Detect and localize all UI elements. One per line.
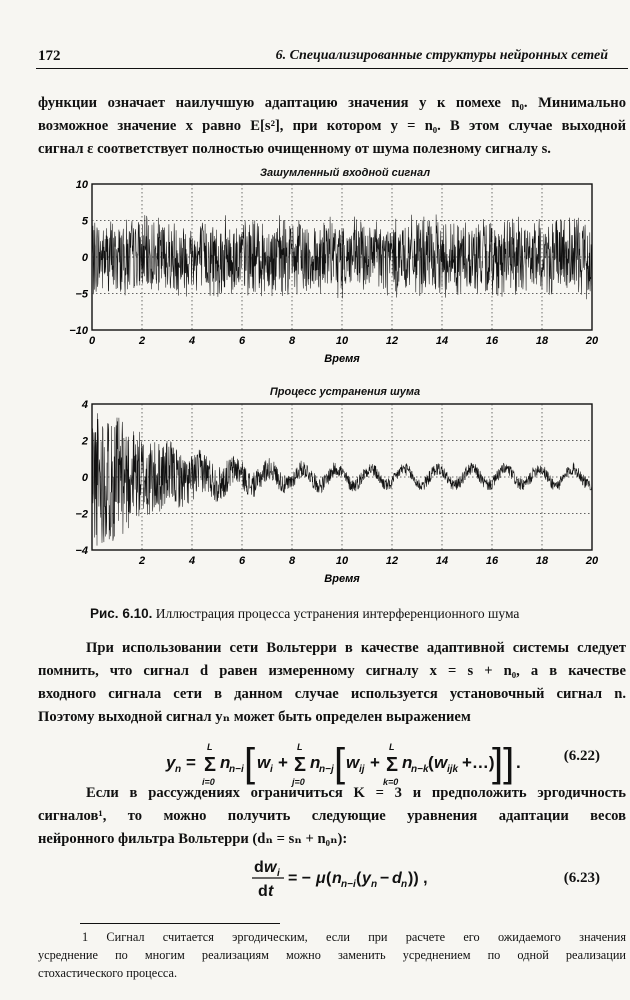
page-number: 172 <box>38 48 61 64</box>
running-title: 6. Специализированные структуры нейронных сетей <box>275 48 608 63</box>
x-tick-label: 10 <box>335 555 349 567</box>
chart-denoising-process <box>60 398 610 594</box>
svg-text:(: ( <box>356 870 362 887</box>
equation-number-6-23: (6.23) <box>563 870 600 886</box>
svg-text:w: w <box>257 753 271 772</box>
svg-text:n: n <box>310 753 321 772</box>
svg-text:i: i <box>277 868 280 879</box>
text-line: нейронного фильтра Вольтерри (dₙ = sₙ + n₀ₙ): <box>38 831 348 847</box>
y-tick-label: −5 <box>75 288 88 301</box>
paragraph-ergodic <box>38 782 626 851</box>
svg-text:n−k: n−k <box>411 764 429 775</box>
x-tick-label: 16 <box>485 555 499 567</box>
x-tick-label: 16 <box>485 335 499 347</box>
svg-text:ij: ij <box>359 764 365 775</box>
svg-text:Σ: Σ <box>204 754 217 776</box>
x-tick-label: 2 <box>138 335 146 347</box>
svg-text:n−i: n−i <box>229 764 244 775</box>
caption-text: Иллюстрация процесса устранения интерференционного шума <box>155 606 520 621</box>
svg-text:]]: ]] <box>492 741 515 785</box>
svg-text:Σ: Σ <box>294 754 307 776</box>
x-tick-label: 12 <box>385 335 399 347</box>
svg-text:t: t <box>268 883 274 900</box>
x-tick-label: 20 <box>585 555 599 567</box>
svg-text:i: i <box>270 764 273 775</box>
text-line: возможное значение x равно E[s²], при котором y = n₀. В этом случае выходной <box>38 118 626 134</box>
footnote-rule <box>80 923 280 924</box>
svg-text:k=0: k=0 <box>383 777 399 787</box>
signal-line <box>92 215 592 300</box>
x-tick-label: 2 <box>138 555 146 567</box>
paragraph-volterra <box>38 637 626 729</box>
svg-text:L: L <box>297 742 303 752</box>
x-tick-label: 20 <box>585 335 599 347</box>
svg-text:.: . <box>516 753 521 772</box>
x-tick-label: 6 <box>238 335 246 347</box>
svg-text:d: d <box>254 859 264 876</box>
footnote-line: 1 Сигнал считается эргодическим, если при расчете его ожидаемого значения <box>82 930 626 944</box>
y-tick-label: −10 <box>69 325 88 337</box>
x-tick-label: 18 <box>535 555 549 567</box>
y-tick-label: 10 <box>75 179 88 191</box>
svg-text:d: d <box>258 883 268 900</box>
text-line: сигнал ε соответствует полностью очищенному от шума полезному сигналу s. <box>38 141 551 157</box>
svg-text:n: n <box>175 764 182 775</box>
x-tick-label: 12 <box>385 555 399 567</box>
svg-text:=: = <box>186 753 196 772</box>
svg-text:ijk: ijk <box>447 764 459 775</box>
svg-text:)) ,: )) , <box>408 870 428 887</box>
y-tick-label: −2 <box>75 508 88 521</box>
svg-text:−: − <box>380 870 390 887</box>
text-line: Поэтому выходной сигнал yₙ может быть определен выражением <box>38 709 471 725</box>
chart-title-denoise: Процесс устранения шума <box>269 386 421 398</box>
text-line: сигналов¹, то можно получить следующие уравнения адаптации весов <box>38 808 626 824</box>
svg-text:L: L <box>389 742 395 752</box>
svg-text:n: n <box>220 753 231 772</box>
svg-text:n−j: n−j <box>319 764 334 775</box>
x-tick-label: 4 <box>188 555 196 567</box>
footnote-line: стохастического процесса. <box>38 966 178 980</box>
svg-text:μ: μ <box>316 870 326 887</box>
paragraph-intro <box>38 92 626 161</box>
svg-text:Σ: Σ <box>386 754 399 776</box>
svg-text:n: n <box>402 753 413 772</box>
text-line: Если в рассуждениях ограничиться K = 3 и предположить эргодичность <box>86 785 626 801</box>
chart-title-noisy: Зашумленный входной сигнал <box>259 167 431 179</box>
text-line: входного сигнала сети в данном случае используется установочный сигнал n. <box>38 686 626 702</box>
y-tick-label: 0 <box>81 252 88 264</box>
svg-text:w: w <box>346 753 360 772</box>
text-line: помнить, что сигнал d равен измеренному сигналу x = s + n₀, а в качестве <box>38 663 626 679</box>
svg-text:L: L <box>207 742 213 752</box>
svg-text:+: + <box>370 753 380 772</box>
x-tick-label: 14 <box>435 555 449 567</box>
y-tick-label: 2 <box>81 435 88 448</box>
svg-text:[: [ <box>334 741 346 785</box>
x-axis-label: Время <box>324 573 360 585</box>
x-tick-label: 8 <box>288 555 296 567</box>
svg-text:y: y <box>166 753 176 772</box>
caption-label: Рис. 6.10. <box>90 606 153 621</box>
y-tick-label: −4 <box>75 545 88 557</box>
svg-text:w: w <box>434 753 448 772</box>
svg-text:n−i: n−i <box>341 879 356 890</box>
footnote-line: усреднение по многим реализациям можно заменить усреднением по одной реализации <box>38 948 626 962</box>
x-tick-label: 6 <box>238 555 246 567</box>
svg-text:n: n <box>401 879 408 890</box>
y-tick-label: 5 <box>81 215 88 228</box>
equation-6-23 <box>250 852 470 902</box>
svg-text:n: n <box>332 870 342 887</box>
svg-text:j=0: j=0 <box>292 777 305 787</box>
svg-text:i=0: i=0 <box>202 777 215 787</box>
footnote <box>38 928 626 982</box>
text-line: функции означает наилучшую адаптацию значения y к помехе n₀. Минимально <box>38 95 626 111</box>
svg-text:d: d <box>392 870 402 887</box>
x-tick-label: 14 <box>435 335 449 347</box>
x-tick-label: 18 <box>535 335 549 347</box>
svg-text:w: w <box>264 859 277 876</box>
y-tick-label: 0 <box>81 472 88 484</box>
text-line: При использовании сети Вольтерри в качестве адаптивной системы следует <box>86 640 626 656</box>
svg-text:(: ( <box>326 870 332 887</box>
equation-number-6-22: (6.22) <box>563 748 600 764</box>
x-axis-label: Время <box>324 353 360 365</box>
x-tick-label: 4 <box>188 335 196 347</box>
figure-caption <box>90 606 519 622</box>
svg-text:n: n <box>371 879 378 890</box>
x-tick-label: 0 <box>88 335 96 347</box>
chart-noisy-signal <box>60 178 610 378</box>
svg-text:y: y <box>362 870 371 887</box>
x-tick-label: 10 <box>335 335 349 347</box>
svg-text:+…): +…) <box>462 753 495 772</box>
header-rule <box>36 68 628 69</box>
svg-text:[: [ <box>244 741 256 785</box>
y-tick-label: 4 <box>81 399 88 411</box>
x-tick-label: 8 <box>288 335 296 347</box>
svg-text:= −: = − <box>288 870 312 887</box>
svg-text:(: ( <box>428 753 434 772</box>
svg-text:+: + <box>278 753 288 772</box>
